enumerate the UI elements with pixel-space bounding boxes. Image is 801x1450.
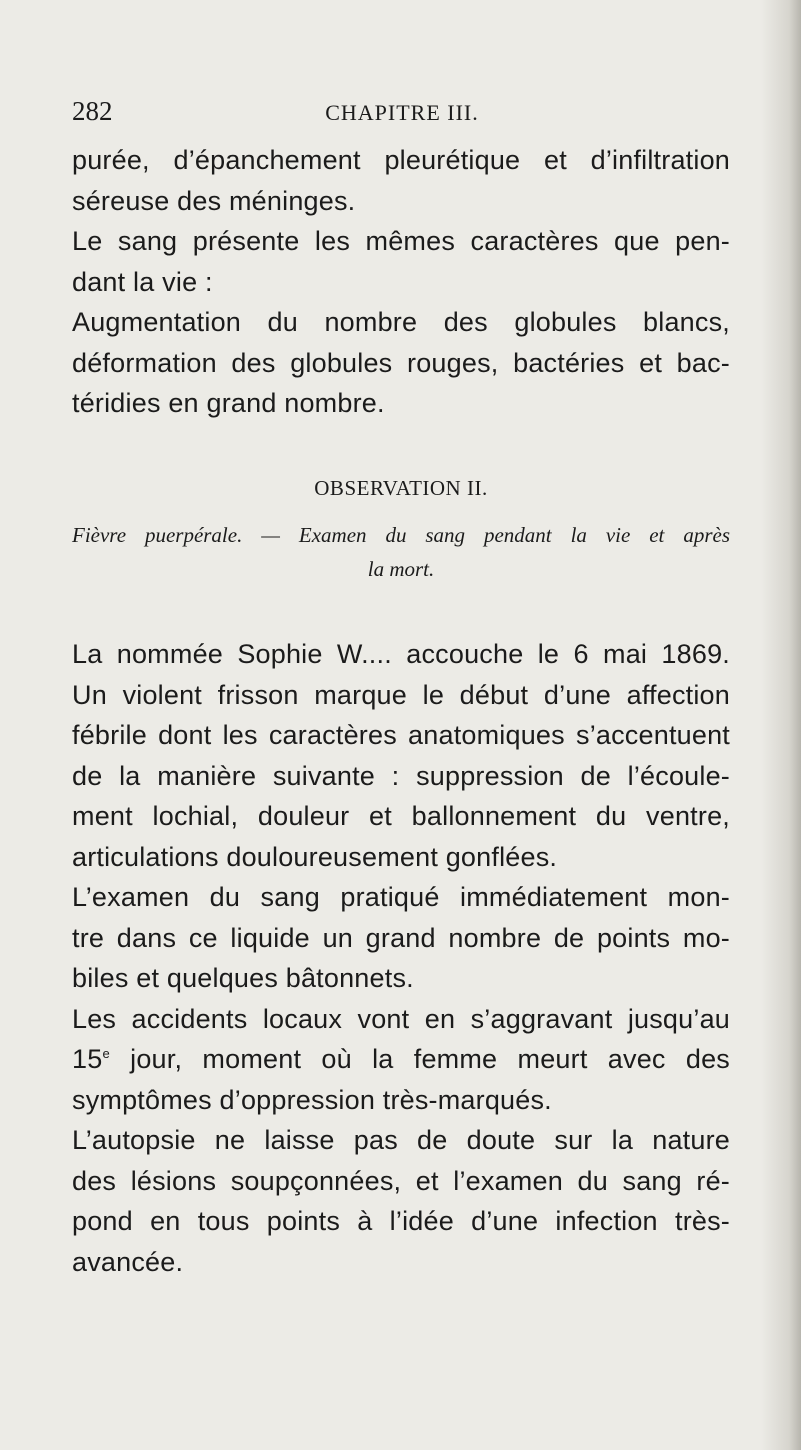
text-line: L’examen du sang pratiqué immédiatement mon- — [72, 882, 730, 912]
text-line: séreuse des méninges. — [72, 185, 356, 216]
text-line: téridies en grand nombre. — [72, 388, 385, 418]
observation-subtitle-line: Fièvre puerpérale. — Examen du sang pendant la vie et après — [72, 523, 730, 547]
text-line: Le sang présente les mêmes caractères que pen- — [72, 226, 730, 256]
day-number: 15 — [72, 1044, 103, 1074]
ordinal-superscript: e — [102, 1046, 110, 1061]
observation-title: OBSERVATION II. — [314, 476, 488, 500]
text-line: Augmentation du nombre des globules blancs, — [72, 307, 730, 337]
text-line: symptômes d’oppression très-marqués. — [72, 1084, 552, 1115]
line-rest: jour, moment où la femme meurt avec des — [109, 1044, 730, 1074]
observation-subtitle — [72, 518, 730, 586]
text-line: fébrile dont les caractères anatomiques s’accentuent — [72, 720, 730, 750]
text-line: biles et quelques bâtonnets. — [72, 963, 414, 993]
text-line: tre dans ce liquide un grand nombre de points mo- — [72, 922, 730, 953]
text-line: La nommée Sophie W.... accouche le 6 mai 1869. — [72, 639, 730, 669]
text-line: de la manière suivante : suppression de l’écoule- — [72, 760, 730, 791]
page-number: 282 — [72, 96, 113, 126]
text-line: des lésions soupçonnées, et l’examen du sang ré- — [72, 1165, 730, 1196]
text-line: purée, d’épanchement pleurétique et d’infiltration — [72, 145, 730, 175]
text-line: ment lochial, douleur et ballonnement du ventre, — [72, 801, 730, 831]
text-line: avancée. — [72, 1246, 184, 1277]
text-line: déformation des globules rouges, bactéries et bac- — [72, 347, 730, 378]
paragraph-body — [72, 634, 730, 1282]
observation-subtitle-line: la mort. — [367, 557, 435, 581]
text-line: articulations douloureusement gonflées. — [72, 841, 558, 872]
text-line: Un violent frisson marque le début d’une affection — [72, 679, 730, 710]
text-line-with-superscript — [72, 1039, 730, 1080]
text-line: pond en tous points à l’idée d’une infection très- — [72, 1206, 730, 1236]
page-edge-shadow — [761, 0, 801, 1450]
paragraph-1 — [72, 140, 730, 424]
text-line: Les accidents locaux vont en s’aggravant jusqu’au — [72, 1003, 730, 1034]
text-line: L’autopsie ne laisse pas de doute sur la nature — [72, 1125, 730, 1155]
text-line: dant la vie : — [72, 266, 213, 297]
running-head-chapter: CHAPITRE III. — [325, 100, 479, 125]
page-header — [72, 96, 732, 136]
